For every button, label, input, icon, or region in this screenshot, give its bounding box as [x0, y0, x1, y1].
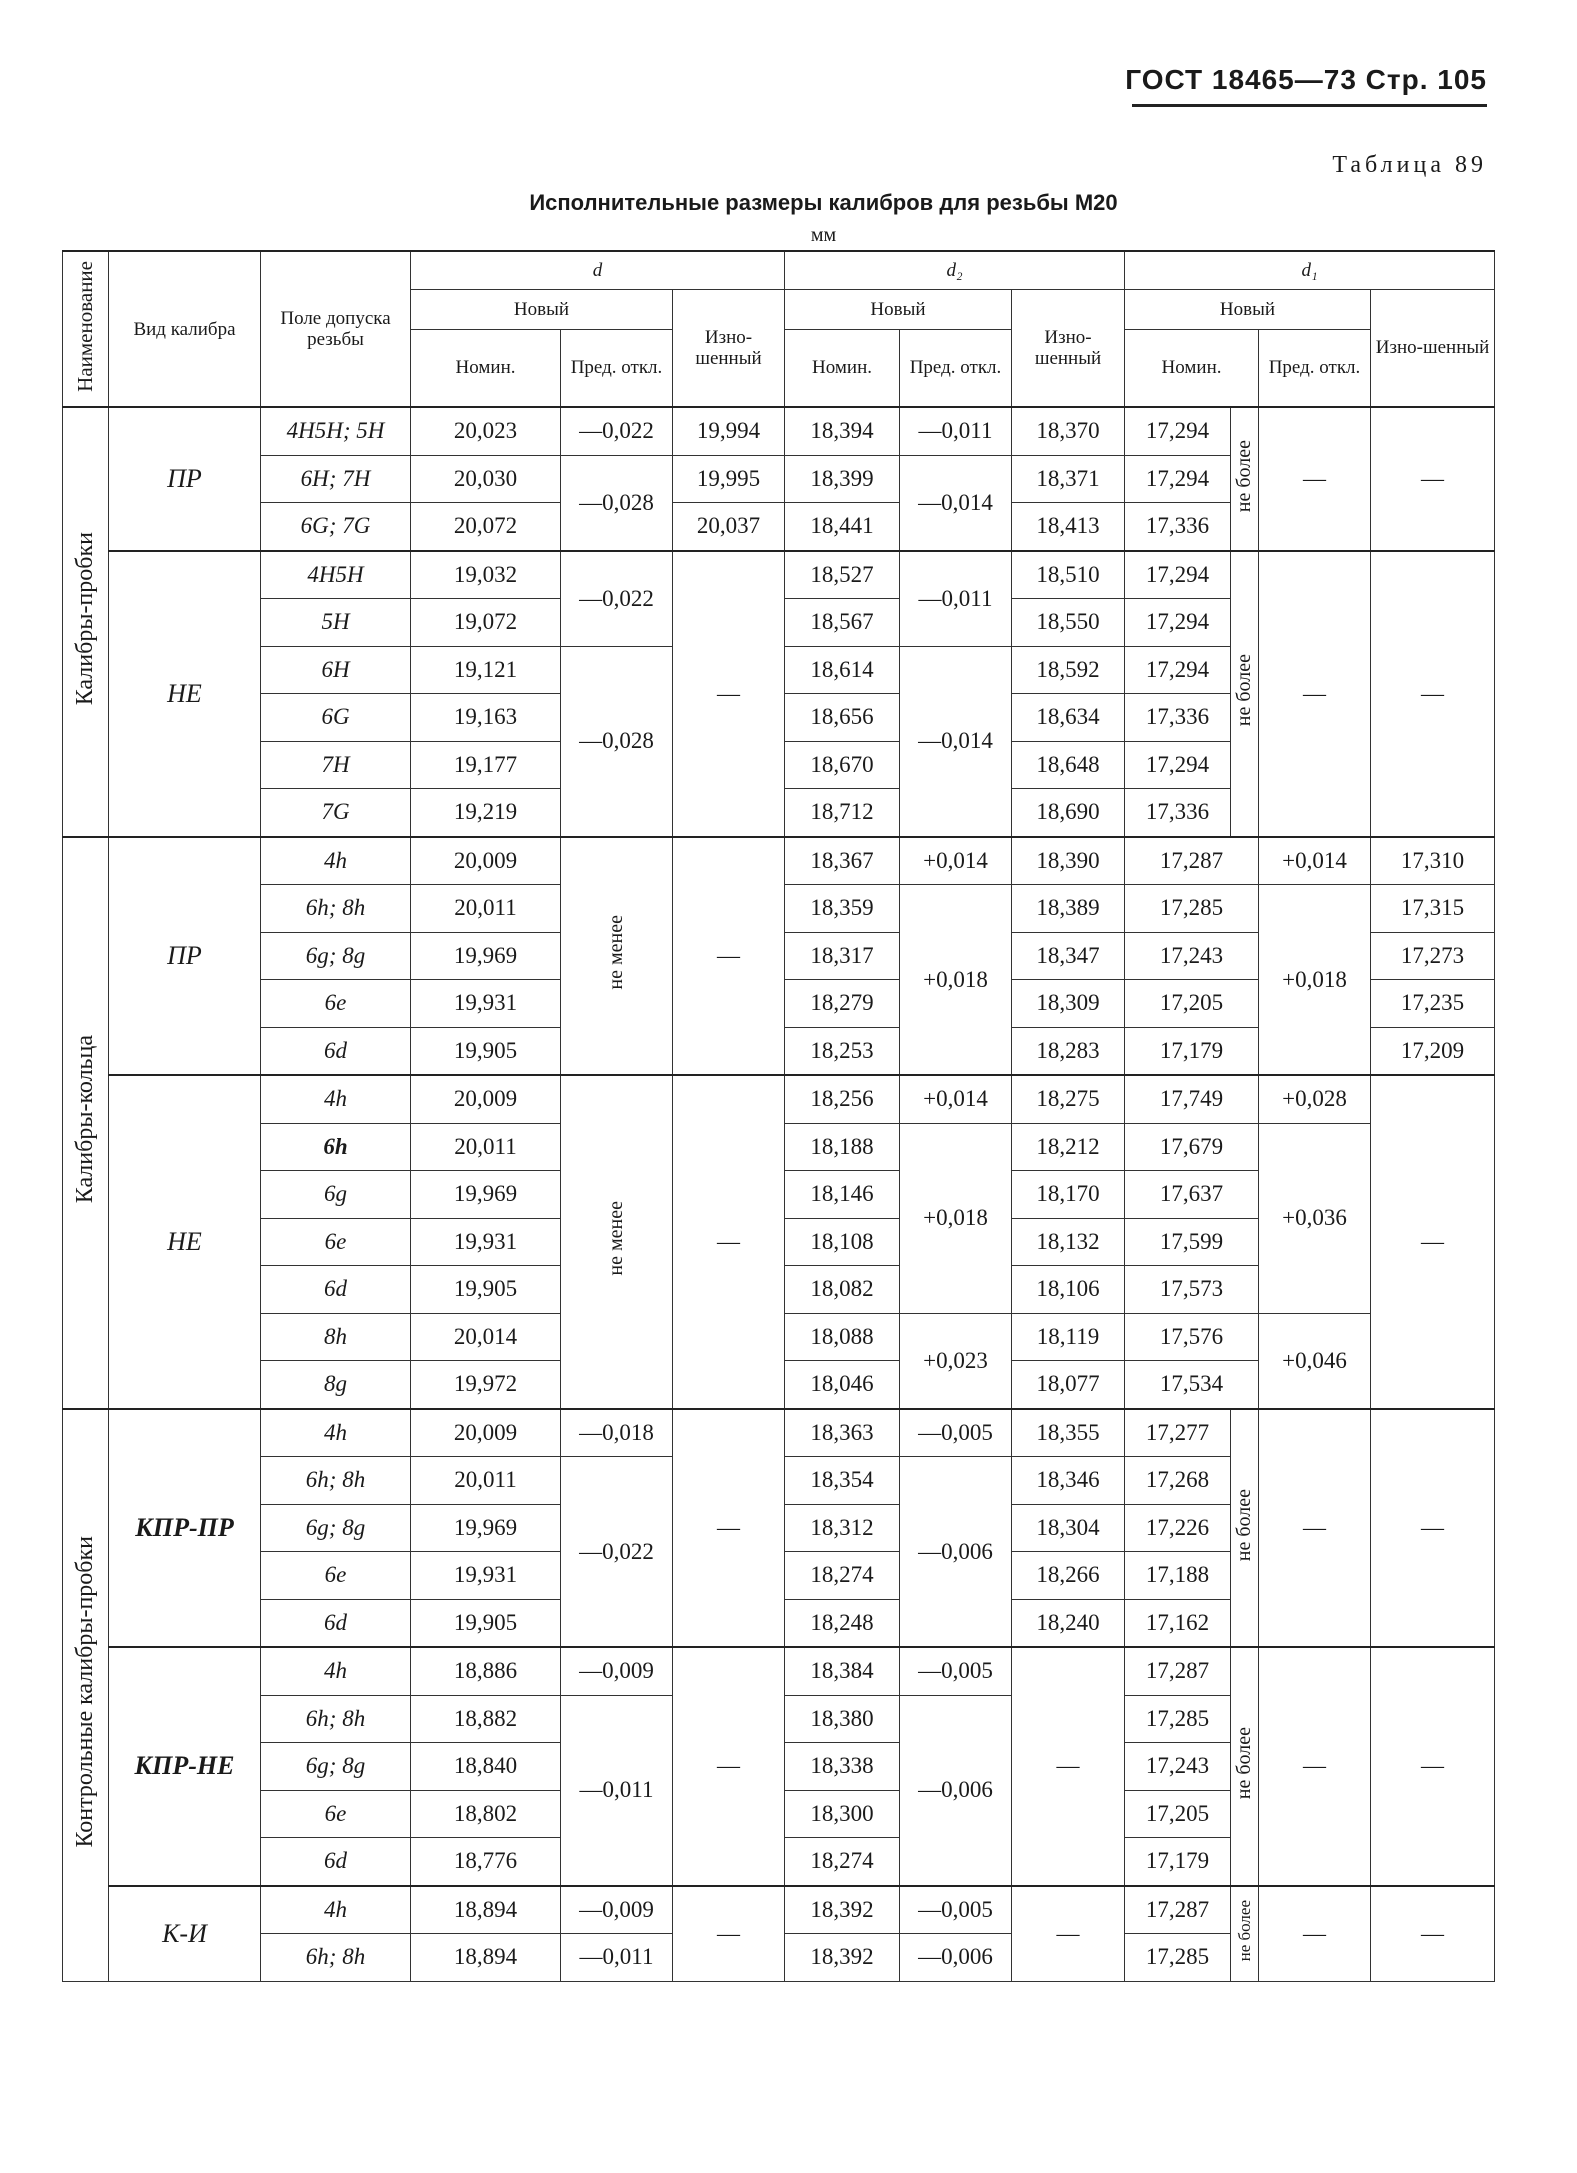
header-d1-nom: Номин. [1125, 329, 1259, 407]
note-ne-bolee: не более [1231, 407, 1259, 551]
group-plugs: Калибры-пробки [63, 407, 109, 837]
kind-cell: НЕ [109, 551, 261, 837]
table-row: Калибры-пробки ПР 4Н5Н; 5Н 20,023 —0,022 19,994 18,394 —0,011 18,370 17,294 не более — — [63, 407, 1495, 455]
header-d-nom: Номин. [411, 329, 561, 407]
table-row: КПР-НЕ 4h 18,886 —0,009 — 18,384 —0,005 — 17,287 не более — — [63, 1647, 1495, 1695]
table-row: 6g; 8g 18,840 18,338 17,243 [63, 1743, 1495, 1791]
unit-label: мм [810, 224, 837, 246]
table-row: 6h 20,011 18,188 +0,018 18,212 17,679 +0,036 [63, 1123, 1495, 1171]
table-row: Контрольные калибры-пробки КПР-ПР 4h 20,009 —0,018 — 18,363 —0,005 18,355 17,277 не более — — [63, 1409, 1495, 1457]
kind-cell: НЕ [109, 1075, 261, 1409]
group-rings: Калибры-кольца [63, 837, 109, 1409]
table-row: 5Н 19,072 18,567 18,550 17,294 [63, 599, 1495, 647]
header-d1-dev: Пред. откл. [1259, 329, 1371, 407]
table-row: 6G 19,163 18,656 18,634 17,336 [63, 694, 1495, 742]
header-d1: d₁ [1125, 251, 1495, 289]
note-ne-menee: не менее [561, 1075, 673, 1409]
table-row: 7Н 19,177 18,670 18,648 17,294 [63, 741, 1495, 789]
header-name: Наименование [63, 251, 109, 407]
note-ne-bolee: не более [1231, 1647, 1259, 1886]
table-row: 6e 18,802 18,300 17,205 [63, 1790, 1495, 1838]
table-row: НЕ 4Н5Н 19,032 —0,022 — 18,527 —0,011 18,510 17,294 не более — — [63, 551, 1495, 599]
header-rule [1132, 104, 1487, 107]
note-ne-bolee: не более [1231, 1886, 1259, 1982]
header-d2: d₂ [785, 251, 1125, 289]
note-ne-menee: не менее [561, 837, 673, 1076]
note-ne-bolee: не более [1231, 1409, 1259, 1648]
kind-cell: К-И [109, 1886, 261, 1982]
table-row: 6e 19,931 18,274 18,266 17,188 [63, 1552, 1495, 1600]
header-d2-dev: Пред. откл. [900, 329, 1012, 407]
table-row: 6g; 8g 19,969 18,317 18,347 17,243 17,273 [63, 932, 1495, 980]
table-row: 6G; 7G 20,072 20,037 18,441 18,413 17,336 [63, 503, 1495, 551]
table-row: 8h 20,014 18,088 +0,023 18,119 17,576 +0,046 [63, 1313, 1495, 1361]
table-row: 6e 19,931 18,279 18,309 17,205 17,235 [63, 980, 1495, 1028]
kind-cell: ПР [109, 837, 261, 1076]
header-d2-nom: Номин. [785, 329, 900, 407]
kind-cell: ПР [109, 407, 261, 551]
header-d1-new: Новый [1125, 289, 1371, 329]
table-row: 6g 19,969 18,146 18,170 17,637 [63, 1171, 1495, 1219]
header-d1-worn: Изно-шенный [1371, 289, 1495, 407]
table-row: 6d 19,905 18,253 18,283 17,179 17,209 [63, 1027, 1495, 1075]
note-ne-bolee: не более [1231, 551, 1259, 837]
header-tolerance: Поле допуска резьбы [261, 251, 411, 407]
header-d-worn: Изно-шенный [673, 289, 785, 407]
table-row: 6h; 8h 20,011 18,359 +0,018 18,389 17,285 +0,018 17,315 [63, 885, 1495, 933]
header-d: d [411, 251, 785, 289]
table-row: 6Н; 7Н 20,030 —0,028 19,995 18,399 —0,014 18,371 17,294 [63, 455, 1495, 503]
table-row: 8g 19,972 18,046 18,077 17,534 [63, 1361, 1495, 1409]
table-row: 6h; 8h 18,894 —0,011 18,392 —0,006 17,285 [63, 1934, 1495, 1982]
table-row: НЕ 4h 20,009 не менее — 18,256 +0,014 18,275 17,749 +0,028 — [63, 1075, 1495, 1123]
group-control: Контрольные калибры-пробки [63, 1409, 109, 1982]
table-row: 6h; 8h 20,011 —0,022 18,354 —0,006 18,346 17,268 [63, 1457, 1495, 1505]
table-row: 6d 19,905 18,248 18,240 17,162 [63, 1599, 1495, 1647]
table-title: Исполнительные размеры калибров для резьбы М20 [529, 190, 1118, 215]
kind-cell: КПР-ПР [109, 1409, 261, 1648]
table-row: 6d 18,776 18,274 17,179 [63, 1838, 1495, 1886]
table-row: К-И 4h 18,894 —0,009 — 18,392 —0,005 — 17,287 не более — — [63, 1886, 1495, 1934]
header-d-new: Новый [411, 289, 673, 329]
table-row: Калибры-кольца ПР 4h 20,009 не менее — 18,367 +0,014 18,390 17,287 +0,014 17,310 [63, 837, 1495, 885]
header-kind: Вид калибра [109, 251, 261, 407]
table-row: 6e 19,931 18,108 18,132 17,599 [63, 1218, 1495, 1266]
table-row: 6h; 8h 18,882 —0,011 18,380 —0,006 17,285 [63, 1695, 1495, 1743]
table-row: 6Н 19,121 —0,028 18,614 —0,014 18,592 17,294 [63, 646, 1495, 694]
table-row: 7G 19,219 18,712 18,690 17,336 [63, 789, 1495, 837]
header-d2-new: Новый [785, 289, 1012, 329]
page-header: ГОСТ 18465—73 Стр. 105 [1125, 64, 1487, 95]
header-d-dev: Пред. откл. [561, 329, 673, 407]
table-row: 6g; 8g 19,969 18,312 18,304 17,226 [63, 1504, 1495, 1552]
table-row: 6d 19,905 18,082 18,106 17,573 [63, 1266, 1495, 1314]
table-number: Таблица 89 [1332, 152, 1487, 178]
kind-cell: КПР-НЕ [109, 1647, 261, 1886]
header-d2-worn: Изно-шенный [1012, 289, 1125, 407]
gauge-dimensions-table [62, 250, 1495, 1982]
